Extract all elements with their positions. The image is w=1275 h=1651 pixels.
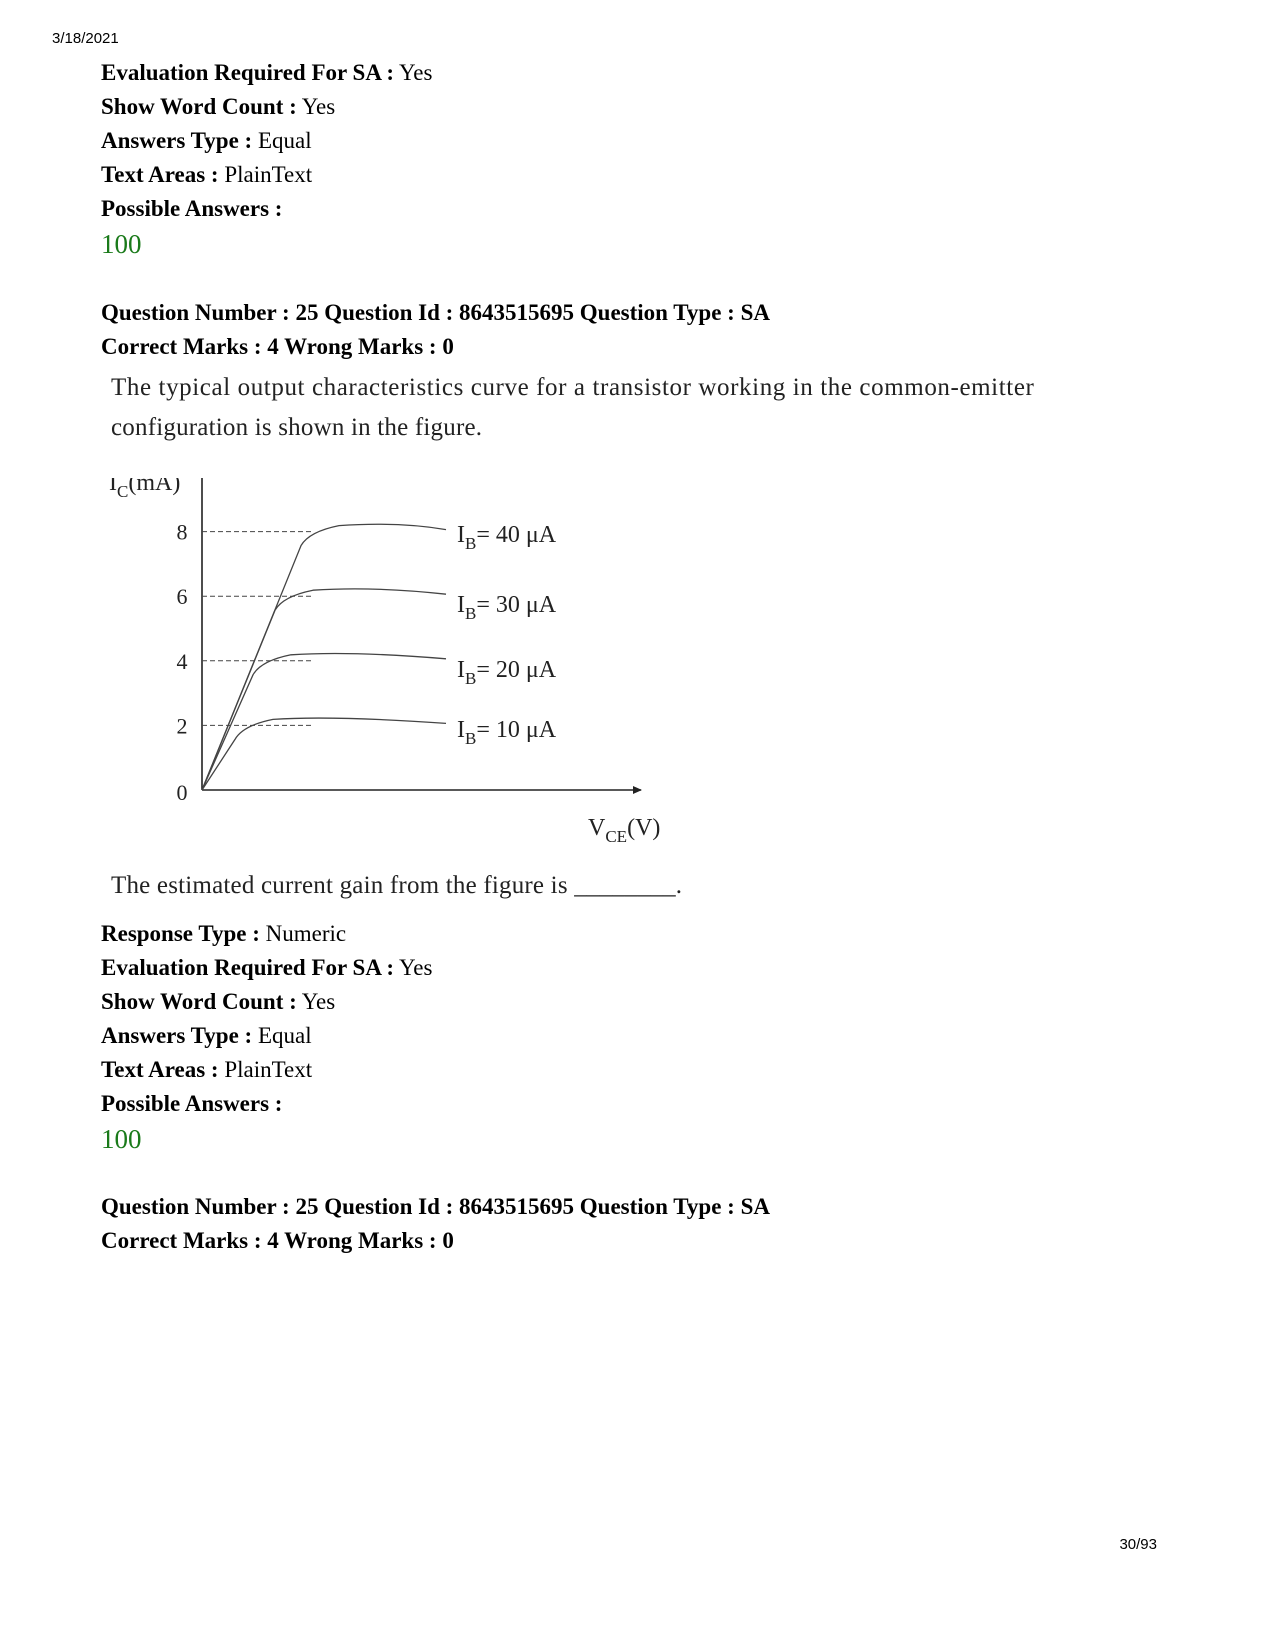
curve-label: $I_B= 20$ μA — [457, 657, 557, 688]
next-question-header — [101, 1190, 1181, 1258]
prev-question-meta — [101, 56, 1181, 262]
prompt-text: The estimated current gain from the figure is ________. — [111, 872, 683, 899]
text-areas-row: Text Areas : PlainText — [101, 162, 313, 187]
x-axis-label: $V_{CE}(V)$ — [588, 815, 661, 846]
response-meta — [101, 917, 1181, 1157]
question-prompt — [101, 866, 1181, 906]
next-question-marks-line: Correct Marks : 4 Wrong Marks : 0 — [101, 1228, 454, 1253]
y-tick-label: 4 — [176, 648, 188, 674]
characteristic-curve — [202, 718, 446, 790]
question-header — [101, 296, 1181, 364]
answers-type-row: Answers Type : Equal — [101, 1023, 312, 1048]
y-axis-label: $I_C(mA)$ — [109, 478, 181, 501]
evaluation-row: Evaluation Required For SA : Yes — [101, 60, 433, 85]
possible-answer-value: 100 — [101, 1124, 142, 1154]
characteristics-chart — [101, 478, 701, 878]
curve-label: $I_B= 40$ μA — [457, 522, 557, 553]
y-tick-label: 2 — [176, 713, 188, 739]
possible-answer-value: 100 — [101, 229, 142, 259]
word-count-row: Show Word Count : Yes — [101, 989, 336, 1014]
question-text — [101, 368, 1181, 448]
characteristic-curve — [202, 653, 446, 790]
y-tick-label: 8 — [176, 519, 188, 545]
question-text-line-1: The typical output characteristics curve for a transistor working in the common-emitter — [111, 374, 1035, 401]
answers-type-row: Answers Type : Equal — [101, 128, 312, 153]
text-areas-row: Text Areas : PlainText — [101, 1057, 313, 1082]
y-tick-label: 6 — [176, 584, 188, 610]
question-text-line-2: configuration is shown in the figure. — [111, 414, 483, 441]
y-tick-label: 0 — [176, 780, 188, 805]
question-marks-line: Correct Marks : 4 Wrong Marks : 0 — [101, 334, 454, 359]
possible-answers-row: Possible Answers : — [101, 196, 283, 221]
characteristic-curve — [202, 589, 446, 790]
characteristic-curve — [202, 524, 446, 790]
response-type-row: Response Type : Numeric — [101, 921, 347, 946]
curve-label: $I_B= 30$ μA — [457, 592, 557, 623]
print-date: 3/18/2021 — [52, 30, 119, 47]
page-number: 30/93 — [1119, 1536, 1157, 1553]
word-count-row: Show Word Count : Yes — [101, 94, 336, 119]
possible-answers-row: Possible Answers : — [101, 1091, 283, 1116]
question-header-line: Question Number : 25 Question Id : 8643515695 Question Type : SA — [101, 300, 770, 325]
next-question-header-line: Question Number : 25 Question Id : 8643515695 Question Type : SA — [101, 1194, 770, 1219]
evaluation-row: Evaluation Required For SA : Yes — [101, 955, 433, 980]
transistor-characteristics-figure — [101, 478, 701, 883]
curve-label: $I_B= 10$ μA — [457, 717, 557, 748]
